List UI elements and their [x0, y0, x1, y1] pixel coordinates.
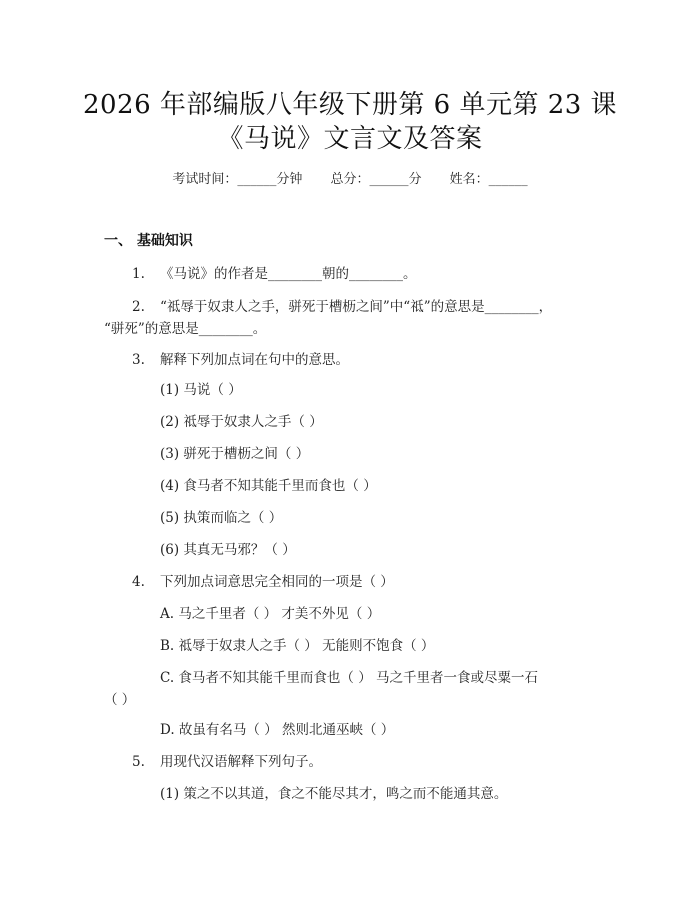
option-b: B. 祗辱于奴隶人之手（ ） 无能则不饱食（ ） [160, 638, 435, 654]
question-text: 下列加点词意思完全相同的一项是（ ） [160, 574, 394, 590]
total-score-field: 总分：______分 [330, 172, 422, 187]
option-a: A. 马之千里者（ ） 才美不外见（ ） [160, 606, 381, 622]
sub-item: (4) 食马者不知其能千里而食也（ ） [160, 478, 377, 494]
question-2 [132, 295, 552, 315]
sub-item: (1) 马说（ ） [160, 382, 242, 398]
sub-item: (3) 骈死于槽枥之间（ ） [160, 446, 310, 462]
sub-item: (1) 策之不以其道，食之不能尽其才，鸣之而不能通其意。 [160, 786, 508, 802]
question-text: 《马说》的作者是________朝的________。 [160, 266, 417, 282]
question-number: 3. [132, 352, 145, 368]
question-number: 5. [132, 754, 145, 770]
sub-item: (2) 祗辱于奴隶人之手（ ） [160, 414, 323, 430]
question-2-continuation: “骈死”的意思是________。 [104, 321, 267, 337]
question-text: 解释下列加点词在句中的意思。 [160, 352, 349, 368]
question-text: 用现代汉语解释下列句子。 [160, 754, 322, 770]
option-c-continuation: （ ） [104, 692, 136, 708]
option-d: D. 故虽有名马（ ） 然则北通巫峡（ ） [160, 722, 395, 738]
sub-item: (6) 其真无马邪？（ ） [160, 542, 296, 558]
document-title-line2: 《马说》文言文及答案 [217, 124, 483, 154]
exam-meta-row [0, 168, 700, 187]
document-title-line1: 2026 年部编版八年级下册第 6 单元第 23 课 [82, 90, 618, 120]
option-c: C. 食马者不知其能千里而食也（ ） 马之千里者一食或尽粟一石 [160, 670, 539, 686]
question-number: 1. [132, 266, 145, 282]
question-number: 4. [132, 574, 145, 590]
question-1 [132, 262, 417, 282]
section-heading-basic-knowledge: 一、 基础知识 [104, 233, 193, 249]
question-4 [132, 570, 394, 590]
exam-time-field: 考试时间：______分钟 [172, 172, 303, 187]
question-5 [132, 750, 322, 770]
student-name-field: 姓名：______ [449, 172, 528, 187]
question-number: 2. [132, 299, 145, 315]
sub-item: (5) 执策而临之（ ） [160, 510, 283, 526]
question-3 [132, 348, 349, 368]
question-text: “祗辱于奴隶人之手，骈死于槽枥之间”中“祗”的意思是________， [160, 299, 553, 315]
